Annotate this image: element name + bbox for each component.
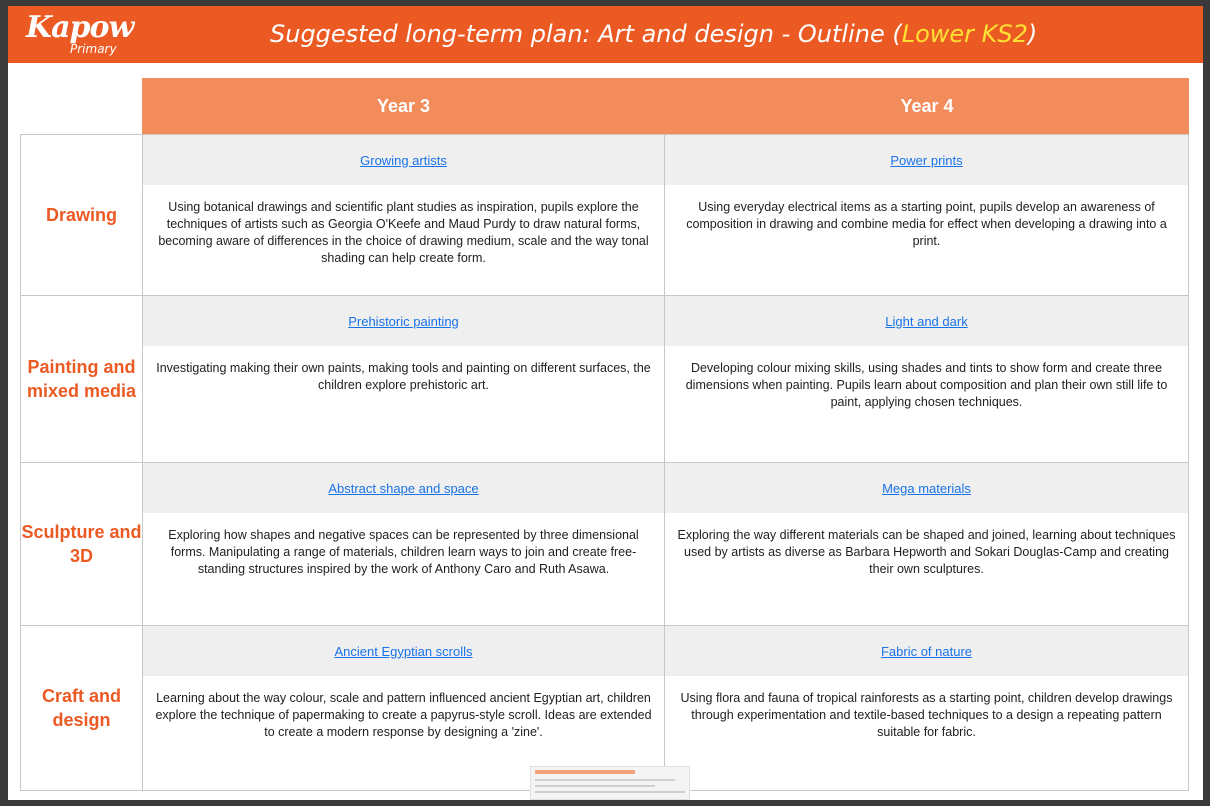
unit-cell-year3-painting bbox=[142, 295, 665, 463]
title-end: ) bbox=[1027, 20, 1038, 48]
unit-link-ancient-egyptian-scrolls[interactable]: Ancient Egyptian scrolls bbox=[334, 643, 473, 659]
unit-description: Developing colour mixing skills, using shades and tints to show form and create three dimensions when painting. Pupils learn about composition and plan their own still life to paint, applying chosen techniques. bbox=[685, 361, 1168, 409]
unit-cell-year4-craft bbox=[664, 625, 1189, 791]
unit-description: Using everyday electrical items as a starting point, pupils develop an awareness of composition in drawing and combine media for effect when developing a drawing into a print. bbox=[686, 200, 1167, 248]
unit-description: Using flora and fauna of tropical rainforests as a starting point, children develop drawings through experimentation and textile-based techniques to a design a repeating pattern suitable for fabric. bbox=[680, 691, 1173, 739]
unit-title-bar bbox=[665, 296, 1188, 346]
title-main: Suggested long-term plan: Art and design - Outline ( bbox=[270, 20, 902, 48]
unit-cell-year3-sculpture bbox=[142, 462, 665, 626]
title-highlight: Lower KS2 bbox=[901, 20, 1028, 48]
document-page bbox=[8, 6, 1203, 800]
year-header-label: Year 3 bbox=[376, 95, 431, 116]
year-header-3 bbox=[142, 78, 665, 134]
logo-wordmark: Kapow bbox=[26, 10, 134, 45]
thumbnail-line bbox=[535, 779, 675, 781]
row-label-sculpture: Sculpture and 3D bbox=[20, 462, 142, 626]
unit-cell-year4-drawing bbox=[664, 134, 1189, 296]
unit-title-bar bbox=[143, 463, 664, 513]
unit-link-light-and-dark[interactable]: Light and dark bbox=[885, 313, 968, 329]
unit-description: Investigating making their own paints, making tools and painting on different surfaces, the children explore prehistoric art. bbox=[156, 361, 651, 392]
thumbnail-line bbox=[535, 785, 655, 787]
unit-title-bar bbox=[665, 626, 1188, 676]
unit-title-bar bbox=[665, 463, 1188, 513]
unit-cell-year4-sculpture bbox=[664, 462, 1189, 626]
unit-cell-year4-painting bbox=[664, 295, 1189, 463]
unit-title-bar bbox=[143, 296, 664, 346]
unit-title-bar bbox=[665, 135, 1188, 185]
unit-title-bar bbox=[143, 135, 664, 185]
unit-description: Exploring how shapes and negative spaces can be represented by three dimensional forms. Manipulating a range of materials, children learn ways to join and create free-standing structures inspired by the work of Anthony Caro and Ruth Asawa. bbox=[168, 528, 639, 576]
year-header-4 bbox=[665, 78, 1189, 134]
unit-cell-year3-drawing bbox=[142, 134, 665, 296]
thumbnail-header-bar bbox=[535, 770, 635, 774]
unit-title-bar bbox=[143, 626, 664, 676]
unit-link-fabric-of-nature[interactable]: Fabric of nature bbox=[880, 643, 973, 659]
thumbnail-line bbox=[535, 791, 685, 793]
unit-description: Using botanical drawings and scientific plant studies as inspiration, pupils explore the techniques of artists such as Georgia O'Keefe and Maud Purdy to draw natural forms, becoming aware of differences in the choice of drawing medium, scale and the way tonal shading can help create form. bbox=[158, 200, 649, 265]
unit-description: Exploring the way different materials can be shaped and joined, learning about techniques used by artists as diverse as Barbara Hepworth and Sokari Douglas-Camp and creating their own sculptures. bbox=[677, 528, 1176, 576]
page-thumbnail[interactable] bbox=[530, 766, 690, 800]
logo-subtext: Primary bbox=[70, 42, 117, 56]
unit-link-mega-materials[interactable]: Mega materials bbox=[882, 480, 971, 496]
row-label-craft: Craft and design bbox=[20, 625, 142, 791]
plan-table bbox=[8, 6, 1203, 800]
unit-link-prehistoric-painting[interactable]: Prehistoric painting bbox=[348, 313, 459, 329]
unit-description: Learning about the way colour, scale and pattern influenced ancient Egyptian art, children explore the technique of papermaking to create a papyrus-style scroll. Ideas are extended to create a modern response by designing a 'zine'. bbox=[155, 691, 652, 739]
year-header-label: Year 4 bbox=[900, 95, 954, 116]
unit-link-abstract-shape-and-space[interactable]: Abstract shape and space bbox=[328, 480, 479, 496]
unit-link-power-prints[interactable]: Power prints bbox=[890, 152, 963, 168]
row-label-drawing: Drawing bbox=[20, 134, 142, 296]
unit-link-growing-artists[interactable]: Growing artists bbox=[360, 152, 447, 168]
row-label-painting: Painting and mixed media bbox=[20, 295, 142, 463]
